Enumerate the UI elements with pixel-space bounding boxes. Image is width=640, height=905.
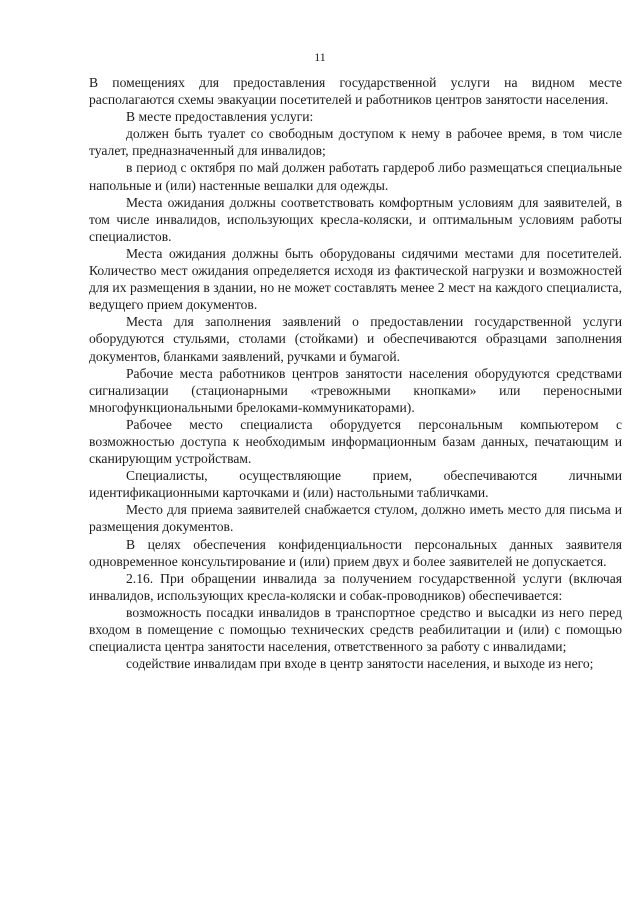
- page-number: 11: [314, 50, 326, 64]
- paragraph-toilet: должен быть туалет со свободным доступом к нему в рабочее время, в том числе туалет, предназначенный для инвалидов;: [89, 126, 622, 159]
- paragraph-reception-place: Место для приема заявителей снабжается стулом, должно иметь место для письма и размещения документов.: [89, 502, 622, 535]
- paragraph-service-place-intro: В месте предоставления услуги:: [126, 109, 314, 125]
- paragraph-application-filling-places: Места для заполнения заявлений о предоставлении государственной услуги оборудуются стульями, столами (стойками) и обеспечиваются образцами заполнения документов, бланками заявлений, ручками и бумагой.: [89, 314, 622, 364]
- paragraph-alarm-equipment: Рабочие места работников центров занятости населения оборудуются средствами сигнализации (стационарными «тревожными кнопками» или переносными многофункциональными брелоками-коммуникаторами).: [89, 365, 622, 415]
- document-body: [89, 74, 622, 672]
- paragraph-entrance-assistance: содействие инвалидам при входе в центр занятости населения, и выходе из него;: [126, 656, 594, 672]
- paragraph-id-cards: Специалисты, осуществляющие прием, обеспечиваются личными идентификационными карточками и (или) настольными табличками.: [89, 468, 622, 501]
- paragraph-waiting-seats: Места ожидания должны быть оборудованы сидячими местами для посетителей. Количество мест ожидания определяется исходя из фактической нагрузки и возможностей для их размещения в здании, но не может составлять менее 2 мест на каждого специалиста, ведущего прием документов.: [89, 245, 622, 313]
- paragraph-evacuation-schemes: В помещениях для предоставления государственной услуги на видном месте располагаются схемы эвакуации посетителей и работников центров занятости населения.: [89, 75, 622, 108]
- paragraph-cloakroom: в период с октября по май должен работать гардероб либо размещаться специальные напольные и (или) настенные вешалки для одежды.: [89, 160, 622, 193]
- paragraph-confidentiality: В целях обеспечения конфиденциальности персональных данных заявителя одновременное консультирование и (или) прием двух и более заявителей не допускается.: [89, 536, 622, 569]
- paragraph-specialist-workplace: Рабочее место специалиста оборудуется персональным компьютером с возможностью доступа к необходимым информационным базам данных, печатающим и сканирующим устройствам.: [89, 416, 622, 467]
- paragraph-waiting-comfort: Места ожидания должны соответствовать комфортным условиям для заявителей, в том числе инвалидов, использующих кресла-коляски, и оптимальным условиям работы специалистов.: [89, 194, 622, 244]
- paragraph-section-2-16: 2.16. При обращении инвалида за получением государственной услуги (включая инвалидов, использующих кресла-коляски и собак-проводников) обеспечивается:: [89, 570, 622, 603]
- paragraph-transport-boarding: возможность посадки инвалидов в транспортное средство и высадки из него перед входом в помещение с помощью технических средств реабилитации и (или) с помощью специалиста центра занятости населения, ответственного за работу с инвалидами;: [89, 604, 622, 655]
